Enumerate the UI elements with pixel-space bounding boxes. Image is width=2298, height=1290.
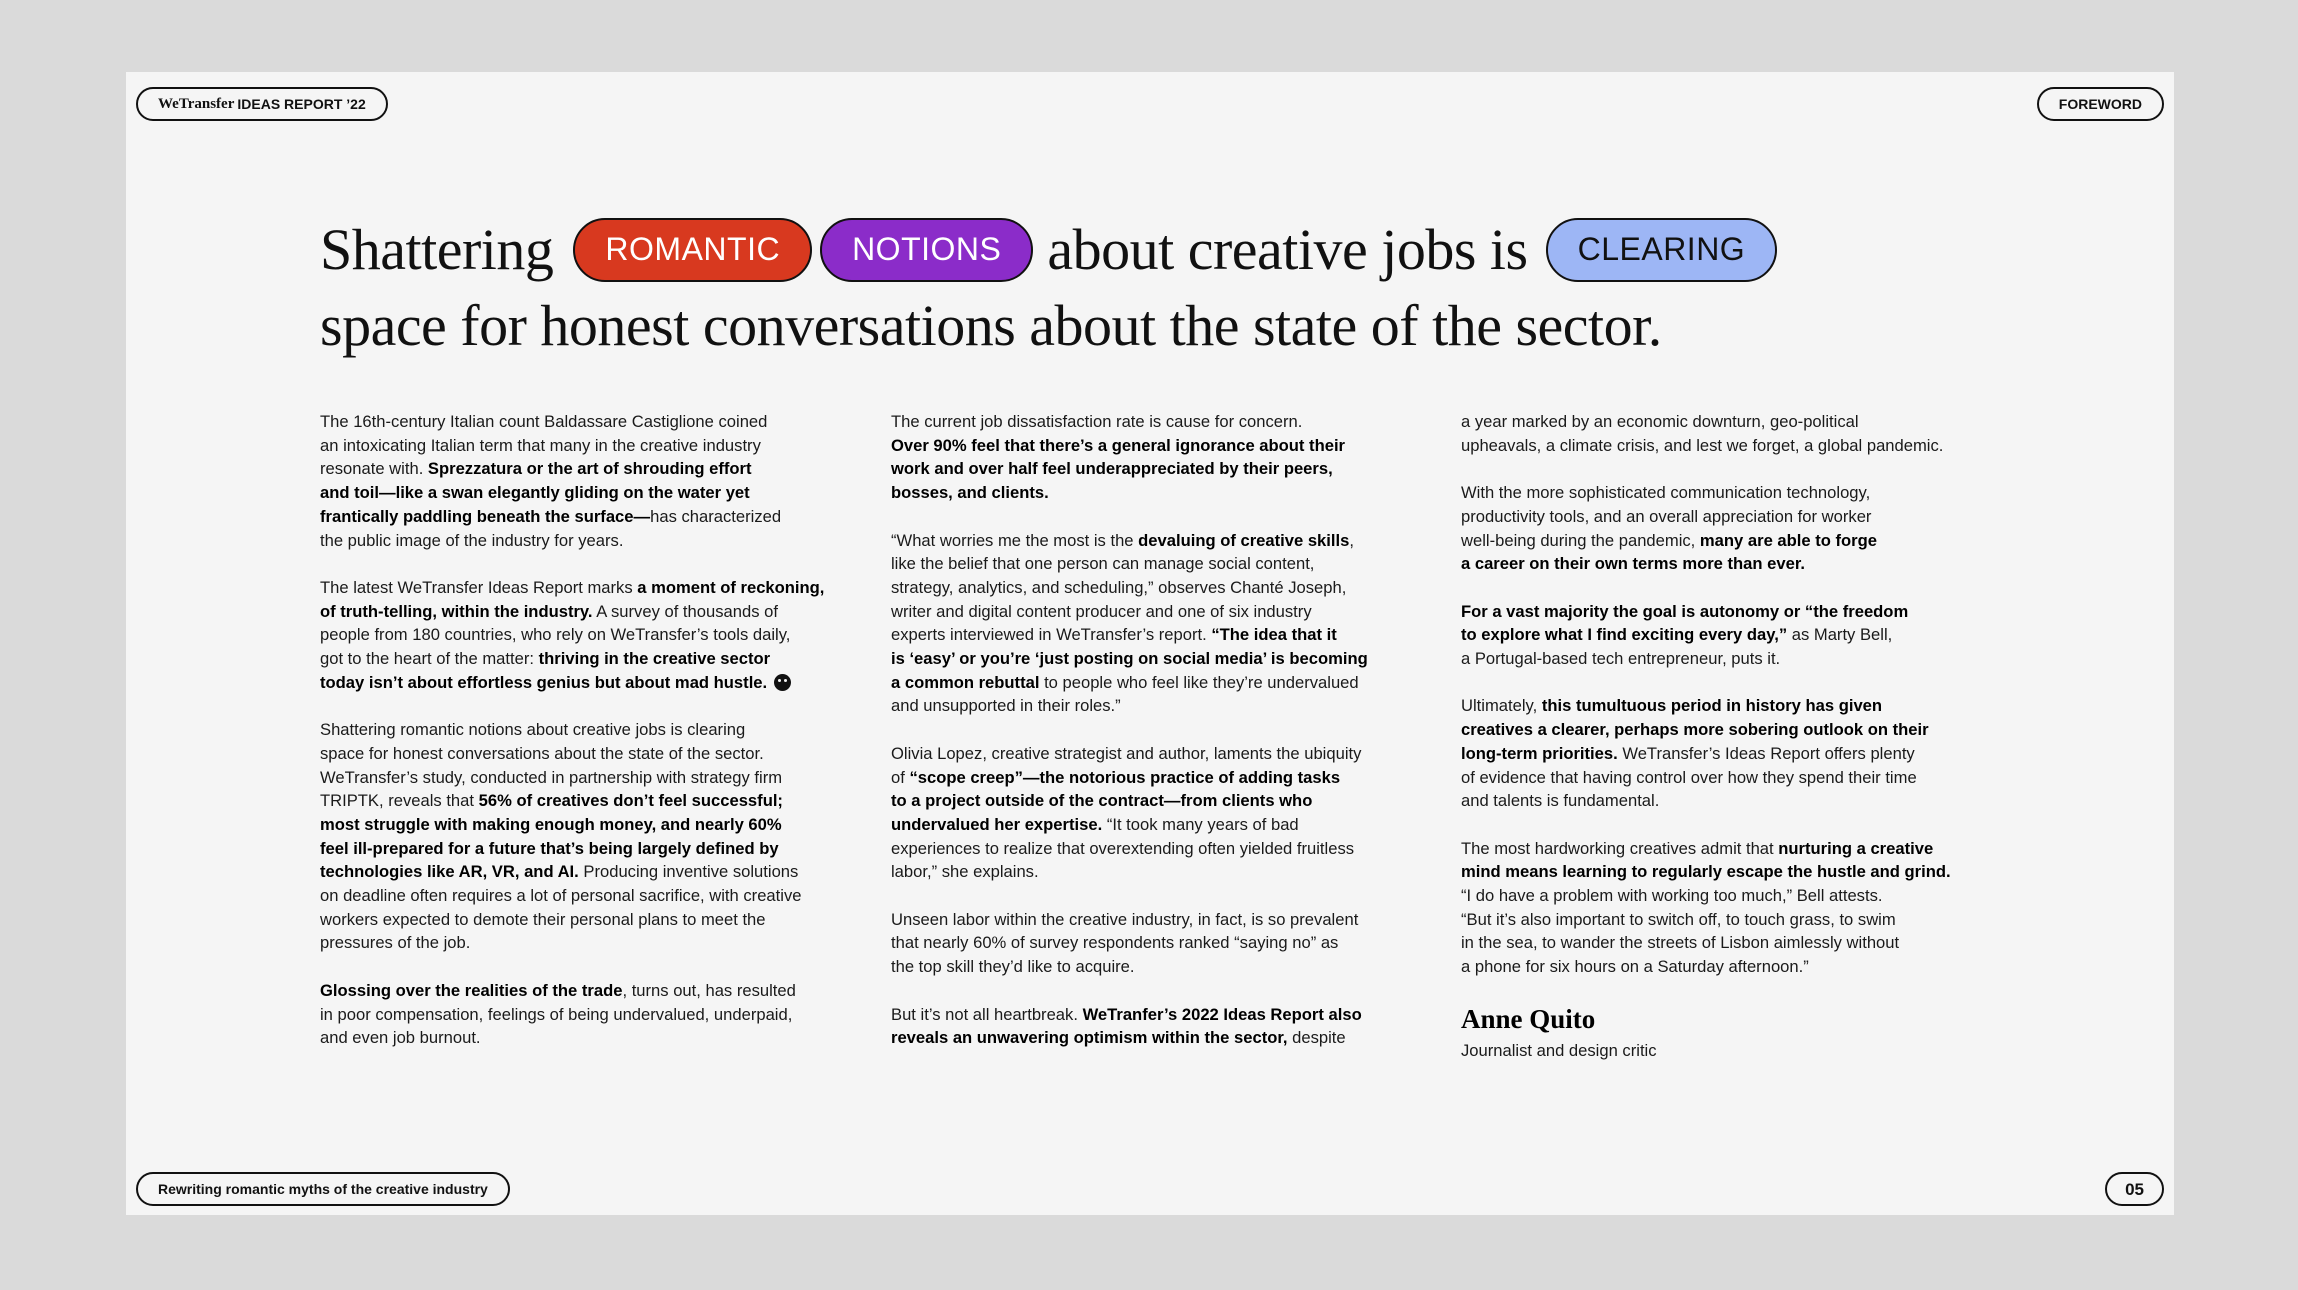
report-badge <box>136 87 388 121</box>
paragraph: Glossing over the realities of the trade, turns out, has resulted in poor compensation, feelings of being undervalued, underpaid, and even job burnout. <box>320 980 796 1048</box>
paragraph: Olivia Lopez, creative strategist and author, laments the ubiquity of “scope creep”—the notorious practice of adding tasks to a project outside of the contract—from clients who undervalued her expertise. “It took many years of bad experiences to realize that overextending often yielded fruitless labor,” she explains. <box>891 743 1362 882</box>
report-page <box>126 72 2174 1215</box>
tag-notions: NOTIONS <box>820 218 1033 282</box>
headline <box>320 212 2040 364</box>
paragraph: Shattering romantic notions about creative jobs is clearing space for honest conversations about the state of the sector. WeTransfer’s study, conducted in partnership with strategy firm TRIPTK, reveals that 56% of creatives don’t feel successful; most struggle with making enough money, and nearly 60% feel ill-prepared for a future that’s being largely defined by technologies like AR, VR, and AI. Producing inventive solutions on deadline often requires a lot of personal sacrifice, with creative workers expected to demote their personal plans to meet the pressures of the job. <box>320 720 802 953</box>
column-3 <box>1461 410 2021 1063</box>
author-role: Journalist and design critic <box>1461 1040 1657 1060</box>
paragraph: a year marked by an economic downturn, geo-political upheavals, a climate crisis, and lest we forget, a global pandemic. <box>1461 412 1944 455</box>
column-1 <box>320 410 850 1074</box>
column-2 <box>891 410 1421 1074</box>
paragraph: The current job dissatisfaction rate is cause for concern. Over 90% feel that there’s a general ignorance about their work and over half feel underappreciated by their peers, bosses, and clients. <box>891 412 1346 503</box>
tag-clearing: CLEARING <box>1546 218 1778 282</box>
section-badge: FOREWORD <box>2037 87 2164 121</box>
headline-part-1: Shattering <box>320 217 554 282</box>
page-number: 05 <box>2105 1172 2164 1206</box>
paragraph: The 16th-century Italian count Baldassare Castiglione coined an intoxicating Italian term that many in the creative industry resonate with. Sprezzatura or the art of shrouding effort and toil—like a swan elegantly gliding on the water yet frantically paddling beneath the surface—has characterized the public image of the industry for years. <box>320 412 782 550</box>
paragraph: Ultimately, this tumultuous period in history has given creatives a clearer, perhaps more sobering outlook on their long-term priorities. WeTransfer’s Ideas Report offers plenty of evidence that having control over how they spend their time and talents is fundamental. <box>1461 696 1929 811</box>
report-title: IDEAS REPORT ’22 <box>237 96 366 112</box>
footer-subtitle: Rewriting romantic myths of the creative industry <box>136 1172 510 1206</box>
grinning-face-icon <box>774 674 791 691</box>
headline-part-2: about creative jobs is <box>1047 217 1528 282</box>
paragraph: For a vast majority the goal is autonomy or “the freedom to explore what I find exciting every day,” as Marty Bell, a Portugal-based tech entrepreneur, puts it. <box>1461 601 1909 668</box>
paragraph: Unseen labor within the creative industry, in fact, is so prevalent that nearly 60% of survey respondents ranked “saying no” as the top skill they’d like to acquire. <box>891 909 1359 977</box>
paragraph: The latest WeTransfer Ideas Report marks a moment of reckoning, of truth-telling, within the industry. A survey of thousands of people from 180 countries, who rely on WeTransfer’s tools daily, got to the heart of the matter: thriving in the creative sector today isn’t about effortless genius but about mad hustle. <box>320 577 825 692</box>
tag-romantic: ROMANTIC <box>573 218 812 282</box>
author-name: Anne Quito <box>1461 1003 1596 1034</box>
paragraph: With the more sophisticated communication technology, productivity tools, and an overall appreciation for worker well-being during the pandemic, many are able to forge a career on their own terms more than ever. <box>1461 483 1877 574</box>
paragraph: “What worries me the most is the devaluing of creative skills, like the belief that one person can manage social content, strategy, analytics, and scheduling,” observes Chanté Joseph, writer and digital content producer and one of six industry experts interviewed in WeTransfer’s report. “The idea that it is ‘easy’ or you’re ‘just posting on social media’ is becoming a common rebuttal to people who feel like they’re undervalued and unsupported in their roles.” <box>891 530 1368 716</box>
headline-part-3: space for honest conversations about the state of the sector. <box>320 293 1662 358</box>
paragraph: The most hardworking creatives admit that nurturing a creative mind means learning to regularly escape the hustle and grind. “I do have a problem with working too much,” Bell attests. “But it’s also important to switch off, to touch grass, to swim in the sea, to wander the streets of Lisbon aimlessly without a phone for six hours on a Saturday afternoon.” <box>1461 838 1951 977</box>
paragraph: But it’s not all heartbreak. WeTranfer’s 2022 Ideas Report also reveals an unwavering optimism within the sector, despite <box>891 1004 1362 1048</box>
brand-logo: WeTransfer <box>158 95 235 112</box>
